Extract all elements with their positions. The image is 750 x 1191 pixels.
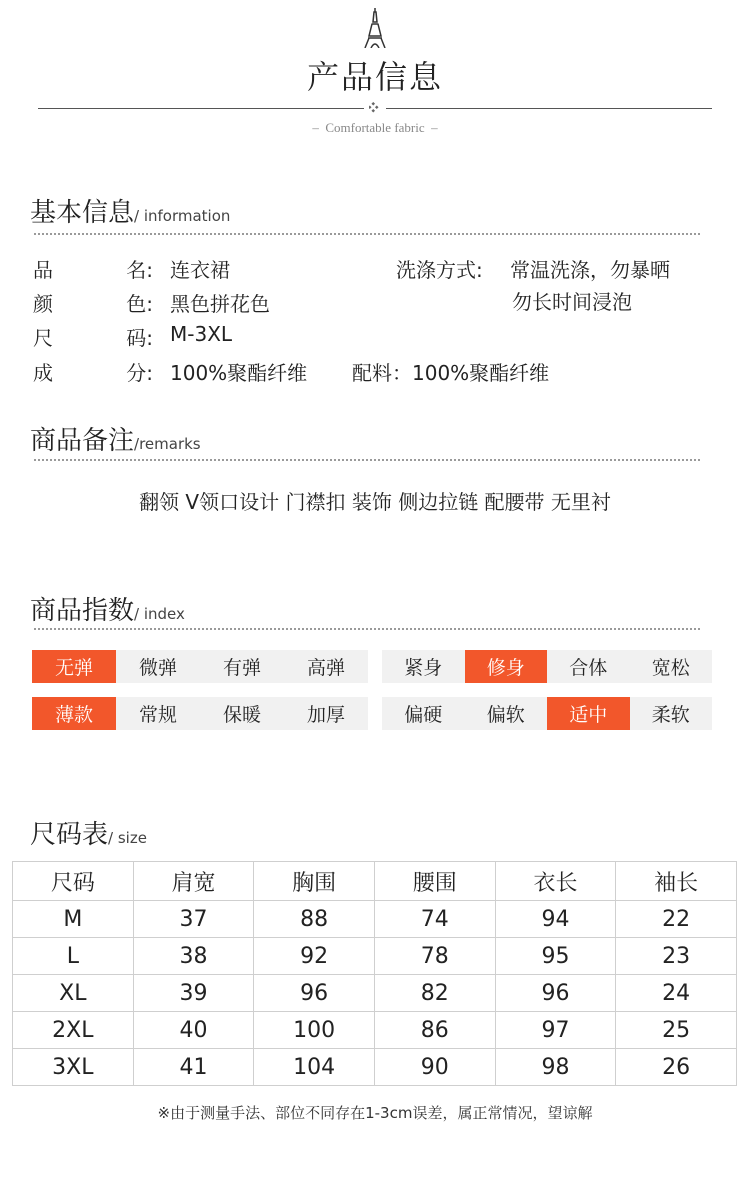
index-option: 柔软 (630, 697, 713, 730)
table-cell: 40 (133, 1012, 254, 1049)
table-cell: 92 (254, 938, 375, 975)
remarks-title-en: /remarks (134, 435, 201, 453)
size-table-header-cell: 腰围 (374, 862, 495, 901)
table-row (13, 975, 737, 1012)
size-table-header-cell: 衣长 (495, 862, 616, 901)
size-heading (30, 814, 147, 851)
index-option: 宽松 (630, 650, 713, 683)
basic-info-heading (30, 192, 230, 229)
index-option: 有弹 (200, 650, 284, 683)
table-cell: 98 (495, 1049, 616, 1086)
info-wash-line1: 常温洗涤，勿暴晒 (510, 258, 670, 282)
table-cell: L (13, 938, 134, 975)
index-option: 加厚 (284, 697, 368, 730)
info-value-material: 100%聚酯纤维 (170, 361, 308, 385)
table-cell: 78 (374, 938, 495, 975)
table-row (13, 901, 737, 938)
section-dotted-divider (34, 628, 700, 630)
info-value-size: M-3XL (170, 322, 233, 346)
remarks-title: 商品备注 (30, 426, 135, 456)
table-cell: 104 (254, 1049, 375, 1086)
table-cell: 90 (374, 1049, 495, 1086)
header-divider-left (38, 108, 364, 109)
basic-info-title: 基本信息 (30, 198, 135, 228)
info-wash-label: 洗涤方式: (396, 258, 483, 282)
diamond-ornament-icon (369, 102, 381, 114)
index-option: 合体 (547, 650, 630, 683)
size-footnote: ※由于测量手法、部位不同存在1-3cm误差，属正常情况，望谅解 (157, 1104, 593, 1122)
table-row (13, 938, 737, 975)
section-dotted-divider (34, 459, 700, 461)
index-title-en: / index (134, 605, 185, 623)
size-table-header (13, 862, 737, 901)
table-cell: 97 (495, 1012, 616, 1049)
size-table-header-cell: 袖长 (616, 862, 737, 901)
size-table-header-cell: 尺码 (13, 862, 134, 901)
index-option-selected: 无弹 (32, 650, 116, 683)
index-heading (30, 590, 185, 627)
table-cell: 37 (133, 901, 254, 938)
size-table-header-cell: 肩宽 (133, 862, 254, 901)
table-cell: 25 (616, 1012, 737, 1049)
table-cell: XL (13, 975, 134, 1012)
basic-info-title-en: / information (134, 207, 231, 225)
section-dotted-divider (34, 233, 700, 235)
table-cell: 95 (495, 938, 616, 975)
info-label-size: 尺 码: (33, 326, 153, 350)
index-option: 常规 (116, 697, 200, 730)
index-option: 紧身 (382, 650, 465, 683)
remarks-text: 翻领 V领口设计 门襟扣 装饰 侧边拉链 配腰带 无里衬 (139, 490, 611, 514)
size-title: 尺码表 (30, 820, 109, 850)
table-cell: 100 (254, 1012, 375, 1049)
page-subtitle (0, 120, 750, 136)
index-group-thickness (32, 697, 368, 730)
table-cell: 41 (133, 1049, 254, 1086)
table-cell: 26 (616, 1049, 737, 1086)
index-option-selected: 修身 (465, 650, 548, 683)
info-wash-line2: 勿长时间浸泡 (512, 290, 632, 314)
table-cell: 82 (374, 975, 495, 1012)
table-cell: M (13, 901, 134, 938)
index-option: 偏软 (465, 697, 548, 730)
table-cell: 22 (616, 901, 737, 938)
subtitle-dash-left: – (312, 120, 326, 135)
table-cell: 2XL (13, 1012, 134, 1049)
table-cell: 23 (616, 938, 737, 975)
table-cell: 38 (133, 938, 254, 975)
table-cell: 96 (254, 975, 375, 1012)
page-title: 产品信息 (306, 58, 443, 96)
table-cell: 88 (254, 901, 375, 938)
table-cell: 3XL (13, 1049, 134, 1086)
index-option-selected: 适中 (547, 697, 630, 730)
remarks-heading (30, 420, 201, 457)
subtitle-dash-right: – (424, 120, 438, 135)
size-title-en: / size (108, 829, 147, 847)
header-divider-right (386, 108, 712, 109)
table-cell: 24 (616, 975, 737, 1012)
info-label-name: 品 名: (33, 258, 153, 282)
table-cell: 86 (374, 1012, 495, 1049)
index-group-softness (382, 697, 712, 730)
index-option: 高弹 (284, 650, 368, 683)
table-cell: 96 (495, 975, 616, 1012)
index-title: 商品指数 (30, 596, 135, 626)
index-option: 偏硬 (382, 697, 465, 730)
eiffel-tower-icon (363, 8, 387, 48)
table-cell: 39 (133, 975, 254, 1012)
index-group-elasticity (32, 650, 368, 683)
info-value-name: 连衣裙 (170, 258, 230, 282)
table-cell: 94 (495, 901, 616, 938)
info-label-material: 成 分: (33, 361, 153, 385)
index-option-selected: 薄款 (32, 697, 116, 730)
index-option: 保暖 (200, 697, 284, 730)
index-option: 微弹 (116, 650, 200, 683)
size-table-header-cell: 胸围 (254, 862, 375, 901)
info-value-color: 黑色拼花色 (170, 292, 270, 316)
index-group-fit (382, 650, 712, 683)
table-row (13, 1049, 737, 1086)
table-cell: 74 (374, 901, 495, 938)
info-lining: 配料：100%聚酯纤维 (352, 361, 550, 385)
info-label-color: 颜 色: (33, 292, 153, 316)
subtitle-text: Comfortable fabric (325, 120, 425, 135)
table-row (13, 1012, 737, 1049)
size-table (12, 861, 737, 1086)
